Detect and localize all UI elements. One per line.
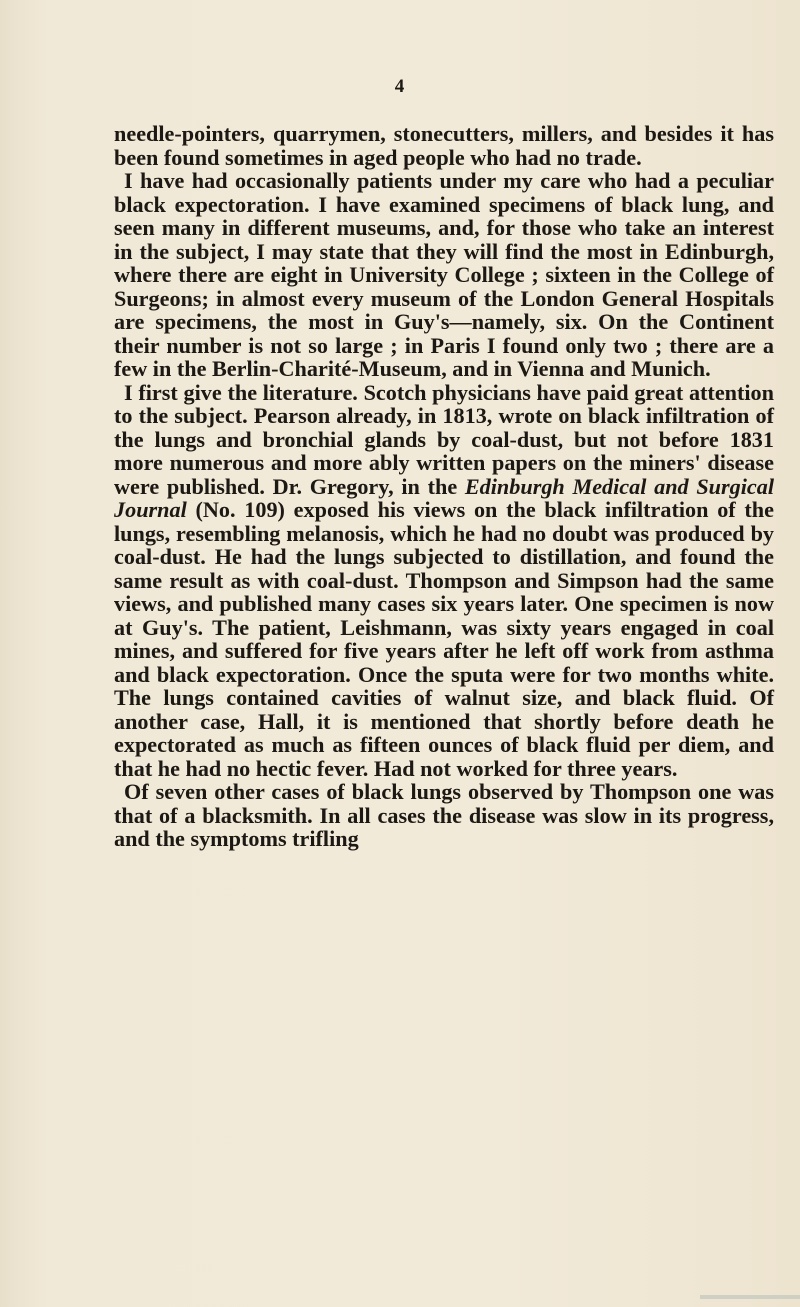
- paragraph: [114, 169, 774, 381]
- page-edge-rule: [700, 1295, 800, 1299]
- paragraph-text: I first give the literature. Scotch physicians have paid great attention to the subject. Pearson already, in 1813, wrote on black infiltration of the lungs and bronchial glands by coal-dust, but not before 1831 more numerous and more ably written papers on the miners' disease were published. Dr. Gregory, in the: [114, 379, 774, 499]
- paragraph: [114, 780, 774, 851]
- body-text: [114, 122, 774, 851]
- page-number: 4: [394, 76, 406, 97]
- paragraph-text: Of seven other cases of black lungs observed by Thompson one was that of a blacksmith. In all cases the disease was slow in its progress, and the symptoms trifling: [114, 779, 774, 851]
- paragraph-text: (No. 109) exposed his views on the black infiltration of the lungs, resembling melanosis, which he had no doubt was produced by coal-dust. He had the lungs subjected to distillation, and found the same result as with coal-dust. Thompson and Simpson had the same views, and published many cases six years later. One specimen is now at Guy's. The patient, Leishmann, was sixty years engaged in coal mines, and suffered for five years after he left off work from asthma and black expectoration. Once the sputa were for two months white. The lungs contained cavities of walnut size, and black fluid. Of another case, Hall, it is mentioned that shortly before death he expectorated as much as fifteen ounces of black fluid per diem, and that he had no hectic fever. Had not worked for three years.: [114, 497, 774, 781]
- paragraph-text: needle-pointers, quarrymen, stonecutters, millers, and besides it has been found sometimes in aged people who had no trade.: [114, 121, 774, 170]
- paragraph: [114, 122, 774, 169]
- journal-title: Edinburgh Medical and Surgical Journal: [114, 473, 775, 522]
- paragraph-text: I have had occasionally patients under my care who had a peculiar black expectoration. I have examined specimens of black lung, and seen many in different museums, and, for those who take an interest in the subject, I may state that they will find the most in Edinburgh, where there are eight in University College ; sixteen in the College of Surgeons; in almost every museum of the London General Hospitals are specimens, the most in Guy's—namely, six. On the Continent their number is not so large ; in Paris I found only two ; there are a few in the Berlin-Charité-Museum, and in Vienna and Munich.: [114, 168, 774, 381]
- paragraph: [114, 381, 774, 781]
